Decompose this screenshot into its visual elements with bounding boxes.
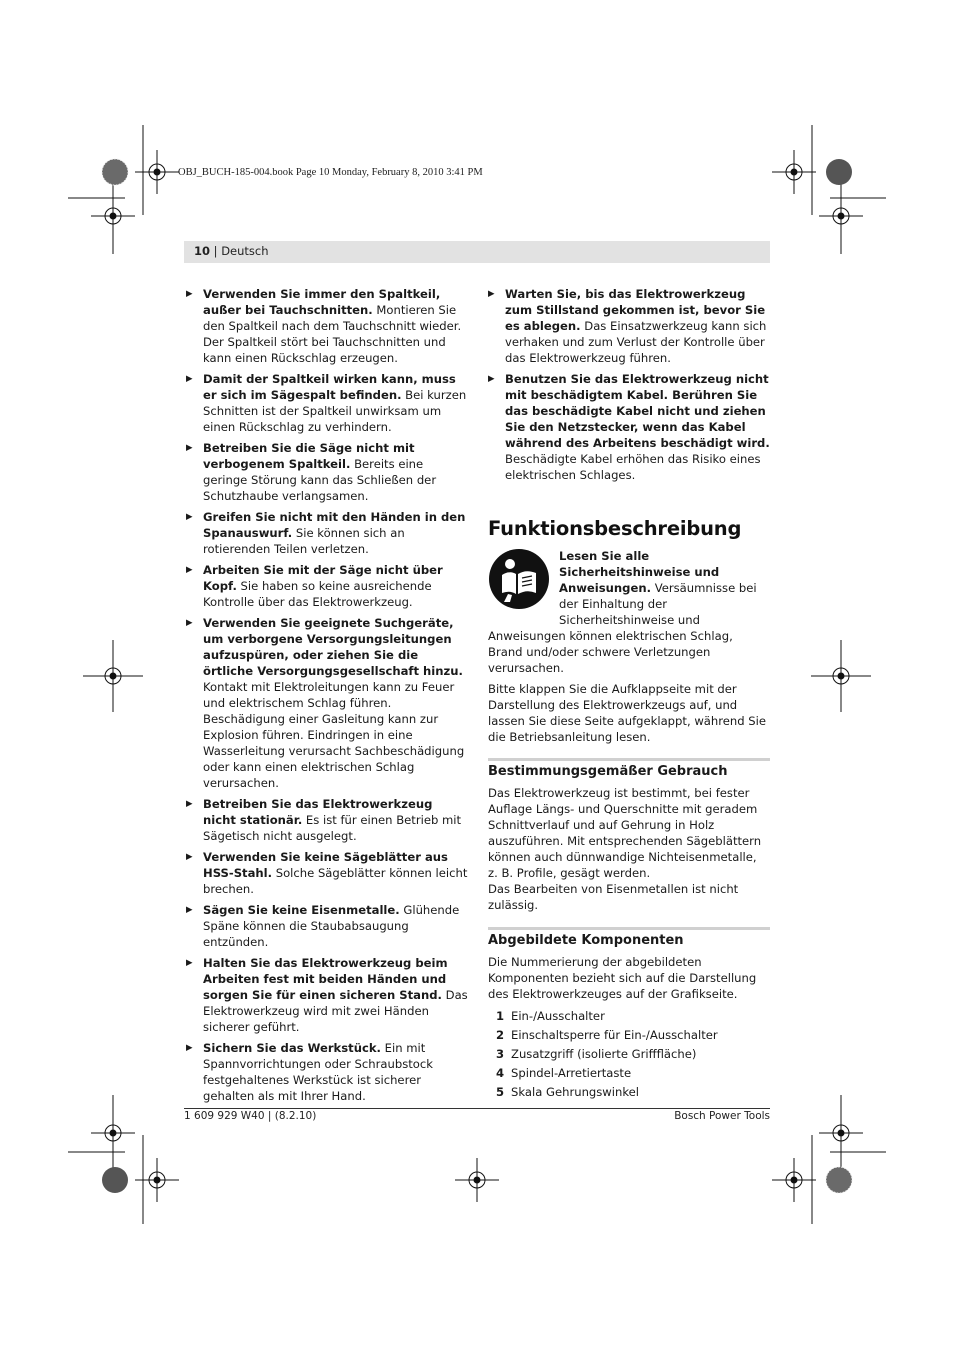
item-number: 4 [496,1066,505,1080]
item-label: Ein-/Ausschalter [511,1009,605,1023]
bullet-triangle-icon: ▶ [186,443,193,453]
bullet-text: Ein mit Spannvorrichtungen oder Schraubstock festgehaltenes Werkstück ist sicherer gehalten als mit Ihrer Hand. [203,1041,433,1103]
bullet-text: Das Elektrowerkzeug wird mit zwei Händen sicherer geführt. [203,988,468,1034]
bullet-text: Glühende Späne können die Staubabsaugung entzünden. [203,903,460,949]
components-intro: Die Nummerierung der abgebildeten Komponenten bezieht sich auf die Darstellung des Elektrowerkzeuges auf der Grafikseite. [488,955,757,1001]
bullet-bold: Verwenden Sie keine Sägeblätter aus HSS-Stahl. [203,850,448,880]
item-label: Zusatzgriff (isolierte Grifffläche) [511,1047,697,1061]
bullet-bold: Halten Sie das Elektrowerkzeug beim Arbeiten fest mit beiden Händen und sorgen Sie für einen sicheren Stand. [203,956,448,1002]
bullet-bold: Damit der Spaltkeil wirken kann, muss er sich im Sägespalt befinden. [203,372,456,402]
bullet-bold: Arbeiten Sie mit der Säge nicht über Kopf. [203,563,443,593]
bullet-triangle-icon: ▶ [186,799,193,809]
header-language: Deutsch [221,244,269,258]
bullet-text: Bereits eine geringe Störung kann das Schließen der Schutzhaube verlangsamen. [203,457,437,503]
bullet-text: Solche Sägeblätter können leicht brechen. [203,866,468,896]
usage-paragraph-2: Das Bearbeiten von Eisenmetallen ist nicht zulässig. [488,882,739,912]
bullet-triangle-icon: ▶ [186,618,193,628]
bullet-bold: Verwenden Sie geeignete Suchgeräte, um verborgene Versorgungsleitungen aufzuspüren, oder ziehen Sie die örtliche Versorgungsgesellschaft hinzu. [203,616,463,678]
book-slug: OBJ_BUCH-185-004.book Page 10 Monday, February 8, 2010 3:41 PM [178,167,483,178]
bullet-bold: Benutzen Sie das Elektrowerkzeug nicht mit beschädigtem Kabel. Berühren Sie das beschädigte Kabel nicht und ziehen Sie den Netzstecker, wenn das Kabel während des Arbeitens beschädigt wird. [505,372,770,450]
item-number: 5 [496,1085,505,1099]
bullet-triangle-icon: ▶ [186,905,193,915]
bullet-text: Es ist für einen Betrieb mit Sägetisch nicht ausgelegt. [203,813,462,843]
warning-text: Versäumnisse bei der Einhaltung der Sicherheitshinweise und Anweisungen können elektrischen Schlag, Brand und/oder schwere Verletzungen verursachen. [488,581,757,675]
bullet-bold: Sichern Sie das Werkstück. [203,1041,381,1055]
bullet-triangle-icon: ▶ [186,289,193,299]
bullet-triangle-icon: ▶ [186,374,193,384]
bullet-text: Kontakt mit Elektroleitungen kann zu Feuer und elektrischem Schlag führen. Beschädigung einer Gasleitung kann zur Explosion führen. Eindringen in eine Wasserleitung verursacht Sachbeschädigung oder kann einen elektrischen Schlag verursachen. [203,680,465,790]
usage-paragraph: Das Elektrowerkzeug ist bestimmt, bei fester Auflage Längs- und Querschnitte mit geradem Schnittverlauf und auf Gehrung in Holz auszuführen. Mit entsprechenden Sägeblättern können auch dünnwandige Nichteisenmetalle, z. B. Profile, gesägt werden. [488,786,762,880]
warning-bold: Lesen Sie alle Sicherheitshinweise und Anweisungen. [559,549,720,595]
bullet-triangle-icon: ▶ [186,565,193,575]
bullet-triangle-icon: ▶ [186,852,193,862]
bullet-bold: Greifen Sie nicht mit den Händen in den Spanauswurf. [203,510,466,540]
bullet-text: Montieren Sie den Spaltkeil nach dem Tauchschnitt wieder. Der Spaltkeil stört bei Tauchschnitten und kann einen Rückschlag erzeugen. [203,303,462,365]
bullet-triangle-icon: ▶ [186,958,193,968]
footer-right: Bosch Power Tools [674,1110,770,1122]
bullet-text: Sie können sich an rotierenden Teilen verletzen. [203,526,405,556]
intro-paragraph: Bitte klappen Sie die Aufklappseite mit der Darstellung des Elektrowerkzeugs auf, und lassen Sie diese Seite aufgeklappt, während Sie die Betriebsanleitung lesen. [488,682,767,744]
bullet-text: Sie haben so keine ausreichende Kontrolle über das Elektrowerkzeug. [203,579,432,609]
item-number: 1 [496,1009,505,1023]
bullet-triangle-icon: ▶ [488,374,495,384]
bullet-bold: Warten Sie, bis das Elektrowerkzeug zum Stillstand gekommen ist, bevor Sie es ablegen. [505,287,766,333]
item-label: Einschaltsperre für Ein-/Ausschalter [511,1028,718,1042]
bullet-triangle-icon: ▶ [186,1043,193,1053]
components-title: Abgebildete Komponenten [488,933,684,948]
item-label: Skala Gehrungswinkel [511,1085,640,1099]
bullet-triangle-icon: ▶ [488,289,495,299]
section-title: Funktionsbeschreibung [488,517,742,540]
item-label: Spindel-Arretiertaste [511,1066,632,1080]
bullet-bold: Sägen Sie keine Eisenmetalle. [203,903,400,917]
bullet-text: Das Einsatzwerkzeug kann sich verhaken und zum Verlust der Kontrolle über das Elektrowerkzeug führen. [505,319,767,365]
bullet-triangle-icon: ▶ [186,512,193,522]
item-number: 3 [496,1047,505,1061]
bullet-text: Beschädigte Kabel erhöhen das Risiko eines elektrischen Schlages. [505,452,761,482]
bullet-bold: Verwenden Sie immer den Spaltkeil, außer bei Tauchschnitten. [203,287,441,317]
bullet-text: Bei kurzen Schnitten ist der Spaltkeil unwirksam um einen Rückschlag zu verhindern. [203,388,467,434]
bullet-bold: Betreiben Sie die Säge nicht mit verbogenem Spaltkeil. [203,441,415,471]
page-number: 10 [194,244,211,258]
usage-title: Bestimmungsgemäßer Gebrauch [488,764,728,779]
item-number: 2 [496,1028,505,1042]
footer-left: 1 609 929 W40 | (8.2.10) [184,1110,317,1122]
bullet-bold: Betreiben Sie das Elektrowerkzeug nicht stationär. [203,797,433,827]
header-separator: | [210,244,222,258]
